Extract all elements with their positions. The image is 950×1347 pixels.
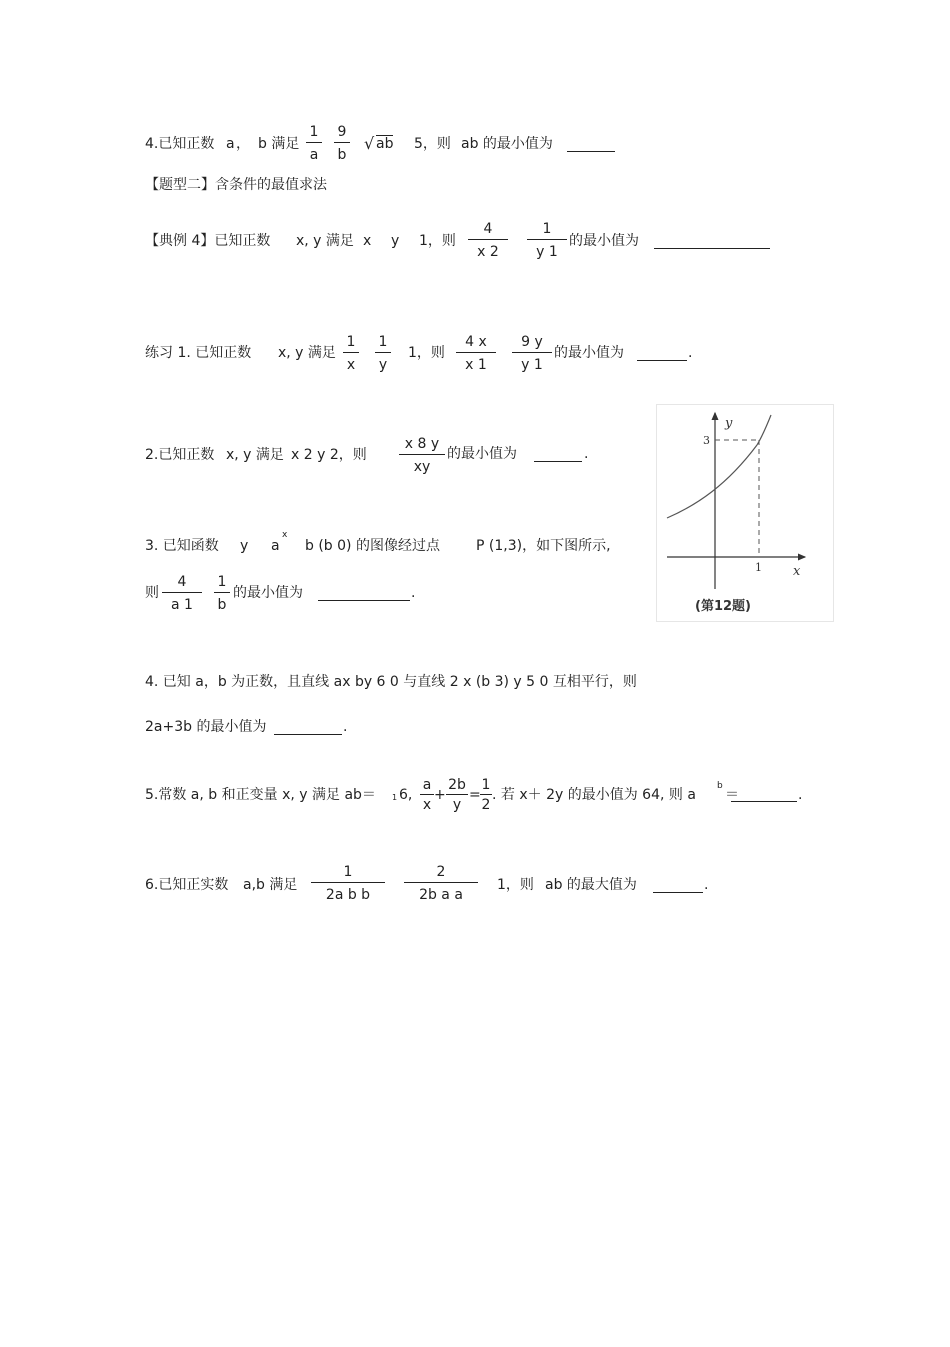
- p4-answer-blank: [274, 734, 342, 735]
- figure-caption: (第12题): [695, 599, 751, 614]
- p4-line2: 2a+3b 的最小值为: [145, 719, 267, 735]
- p6-vars: a,b 满足: [243, 877, 298, 893]
- p3-func-exponent: x: [282, 530, 288, 540]
- ex4-prefix: 【典例 4】已知正数: [145, 233, 271, 249]
- p6-answer-blank: [653, 892, 703, 893]
- p5-fraction-1: a x: [420, 778, 434, 812]
- ex4-vars: x, y 满足: [296, 233, 354, 249]
- ex4-fraction-1: 4 x 2: [468, 222, 508, 259]
- p5-prefix: 5.常数 a, b 和正变量 x, y 满足 ab＝: [145, 787, 376, 803]
- p3-end: .: [411, 585, 416, 601]
- p2-condition: x 2 y 2，则: [291, 447, 367, 463]
- function-graph: [657, 405, 833, 621]
- q4-target: ab 的最小值为: [461, 136, 553, 152]
- q4-condition: b 满足: [258, 136, 300, 152]
- q4-comma: ，: [236, 136, 250, 152]
- q4-fraction-2: 9 b: [334, 125, 350, 162]
- exponential-curve: [667, 415, 771, 518]
- p1-fraction-4: 9 y y 1: [512, 335, 552, 372]
- p1-fraction-1: 1 x: [343, 335, 359, 372]
- p3-line2-prefix: 则: [145, 585, 159, 601]
- p2-prefix: 2.已知正数: [145, 447, 215, 463]
- p6-fraction-2: 2 2b a a: [404, 865, 478, 902]
- p2-end: .: [584, 446, 589, 462]
- function-graph-figure: [656, 404, 834, 622]
- p5-end: .: [798, 787, 803, 803]
- p3-func-a: a: [271, 538, 280, 554]
- p2-fraction: x 8 y xy: [399, 437, 445, 474]
- p6-fraction-1: 1 2a b b: [311, 865, 385, 902]
- y-axis-label: y: [725, 416, 733, 431]
- ex4-cond-y: y: [391, 233, 400, 249]
- p3-func-b: b (b 0) 的图像经过点: [305, 538, 440, 554]
- p1-fraction-2: 1 y: [375, 335, 391, 372]
- p5-plus: +: [434, 787, 446, 803]
- q4-answer-blank: [567, 151, 615, 152]
- p5-num16: 6,: [399, 787, 413, 803]
- ex4-target: 的最小值为: [569, 233, 639, 249]
- p1-prefix: 练习 1. 已知正数: [145, 345, 252, 361]
- sqrt-icon: √: [364, 134, 375, 153]
- q4-fraction-1: 1 a: [306, 125, 322, 162]
- p3-fraction-2: 1 b: [214, 575, 230, 612]
- x-axis-label: x: [793, 564, 801, 579]
- p5-exponent: b: [717, 781, 723, 791]
- p1-rhs: 1，则: [408, 345, 445, 361]
- p5-fraction-3: 1 2: [481, 777, 491, 813]
- p2-target: 的最小值为: [447, 446, 517, 462]
- p6-rhs: 1，则: [497, 877, 534, 893]
- p1-end: .: [688, 345, 693, 361]
- q4-sqrt-body: ab: [376, 136, 394, 152]
- ex4-cond-rhs: 1，则: [419, 233, 456, 249]
- p5-equals: =: [469, 787, 481, 803]
- p1-answer-blank: [637, 360, 687, 361]
- p5-middle: . 若 x＋ 2y 的最小值为 64, 则 a: [492, 787, 696, 803]
- p3-answer-blank: [318, 600, 410, 601]
- p2-answer-blank: [534, 461, 582, 462]
- p3-point: P (1,3)，如下图所示,: [476, 538, 611, 554]
- x-tick-label: 1: [755, 561, 762, 574]
- p3-prefix: 3. 已知函数: [145, 538, 219, 554]
- p1-target: 的最小值为: [554, 345, 624, 361]
- p5-fraction-2: 2b y: [446, 778, 468, 812]
- ex4-cond-x: x: [363, 233, 372, 249]
- p4-line1: 4. 已知 a，b 为正数，且直线 ax by 6 0 与直线 2 x (b 3) y 5 0 互相平行，则: [145, 674, 637, 690]
- ex4-fraction-2: 1 y 1: [527, 222, 567, 259]
- p6-target: ab 的最大值为: [545, 877, 637, 893]
- q4-rhs: 5，则: [414, 136, 451, 152]
- p1-fraction-3: 4 x x 1: [456, 335, 496, 372]
- p2-vars: x, y 满足: [226, 447, 284, 463]
- p6-prefix: 6.已知正实数: [145, 877, 229, 893]
- p5-answer-blank: [731, 801, 797, 802]
- q4-a: a: [226, 136, 235, 152]
- y-tick-label: 3: [703, 434, 710, 447]
- p5-end-equals: ＝: [725, 787, 739, 803]
- ex4-answer-blank: [654, 248, 770, 249]
- p3-func-y: y: [240, 538, 249, 554]
- p1-vars: x, y 满足: [278, 345, 336, 361]
- p3-fraction-1: 4 a 1: [162, 575, 202, 612]
- p4-end: .: [343, 719, 348, 735]
- q4-prefix: 4.已知正数: [145, 136, 215, 152]
- p5-tiny-digit: 1: [392, 793, 398, 802]
- p3-target: 的最小值为: [233, 585, 303, 601]
- p6-end: .: [704, 877, 709, 893]
- section-title: 【题型二】含条件的最值求法: [145, 177, 327, 193]
